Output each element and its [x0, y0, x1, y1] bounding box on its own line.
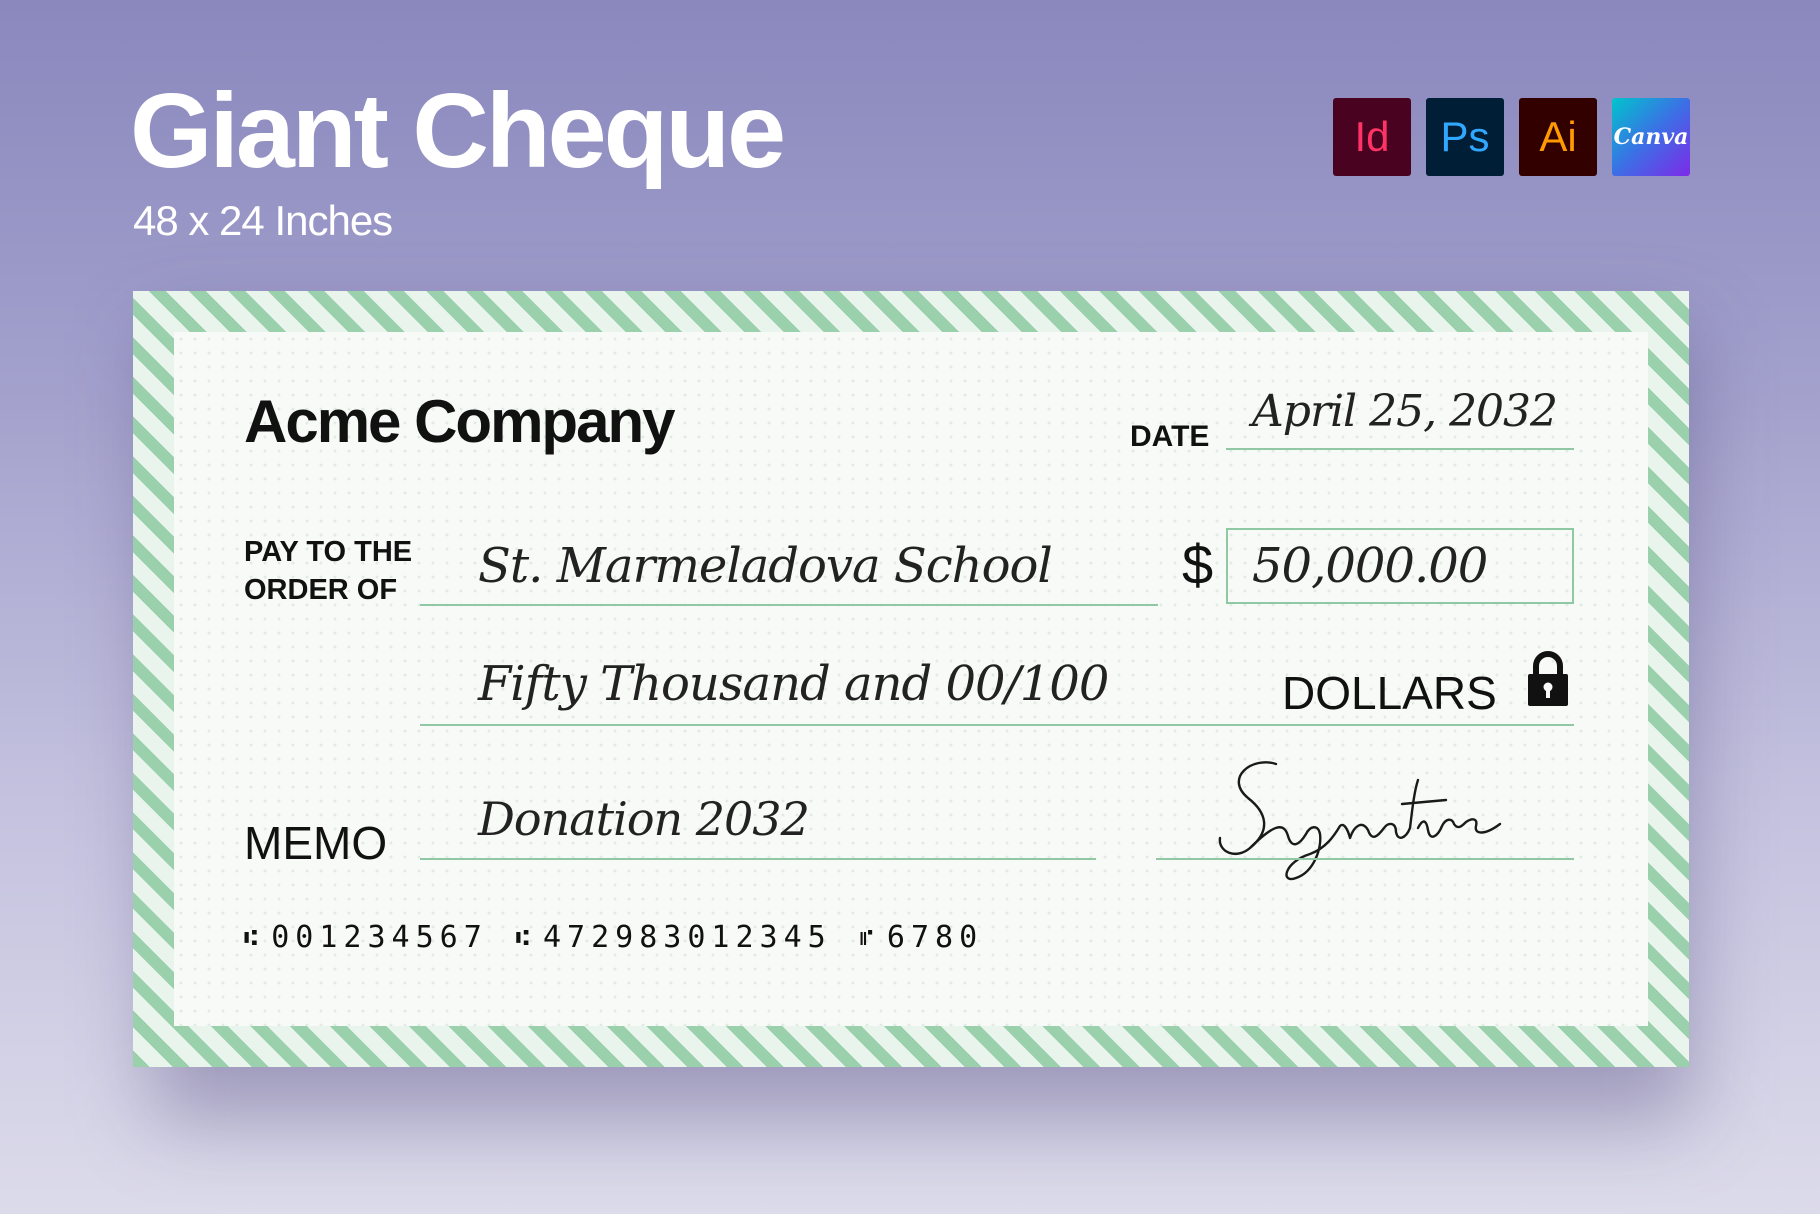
canva-icon: Canva [1612, 98, 1690, 176]
amount-words-line [420, 724, 1574, 726]
app-icons [1333, 98, 1690, 176]
micr-account-group [516, 920, 832, 955]
memo-value: Donation 2032 [478, 792, 809, 846]
micr-onus-icon: ⑈ [859, 926, 873, 951]
date-label: DATE [1130, 420, 1210, 453]
signature [1214, 752, 1534, 892]
signature-text: Signature [1214, 752, 1219, 753]
micr-transit-icon: ⑆ [244, 926, 258, 951]
currency-symbol: $ [1182, 533, 1214, 596]
cheque [133, 291, 1689, 1067]
micr-account: 472983012345 [542, 920, 832, 955]
lock-icon [1526, 650, 1570, 708]
signature-line [1156, 858, 1574, 860]
pay-to-label [244, 534, 412, 609]
date-value: April 25, 2032 [1252, 386, 1558, 437]
memo-line [420, 858, 1096, 860]
illustrator-icon: Ai [1519, 98, 1597, 176]
amount-words: Fifty Thousand and 00/100 [478, 656, 1109, 712]
page-title: Giant Cheque [130, 72, 784, 190]
photoshop-icon: Ps [1426, 98, 1504, 176]
dollars-label: DOLLARS [1282, 667, 1497, 719]
company-name: Acme Company [244, 388, 674, 455]
memo-label: MEMO [244, 817, 388, 869]
amount-value: 50,000.00 [1252, 538, 1488, 594]
indesign-icon: Id [1333, 98, 1411, 176]
micr-check-group [860, 920, 983, 955]
payee-value: St. Marmeladova School [478, 538, 1052, 594]
micr-routing-group [244, 920, 488, 955]
page-subtitle: 48 x 24 Inches [133, 197, 393, 244]
micr-check: 6780 [886, 920, 984, 955]
cheque-body [174, 332, 1648, 1026]
micr-transit-icon: ⑆ [515, 926, 529, 951]
payee-line [420, 604, 1158, 606]
date-line [1226, 448, 1574, 450]
micr-line [244, 920, 983, 955]
micr-routing: 001234567 [271, 920, 488, 955]
pay-to-label-line2: ORDER OF [244, 573, 398, 606]
pay-to-label-line1: PAY TO THE [244, 536, 413, 568]
